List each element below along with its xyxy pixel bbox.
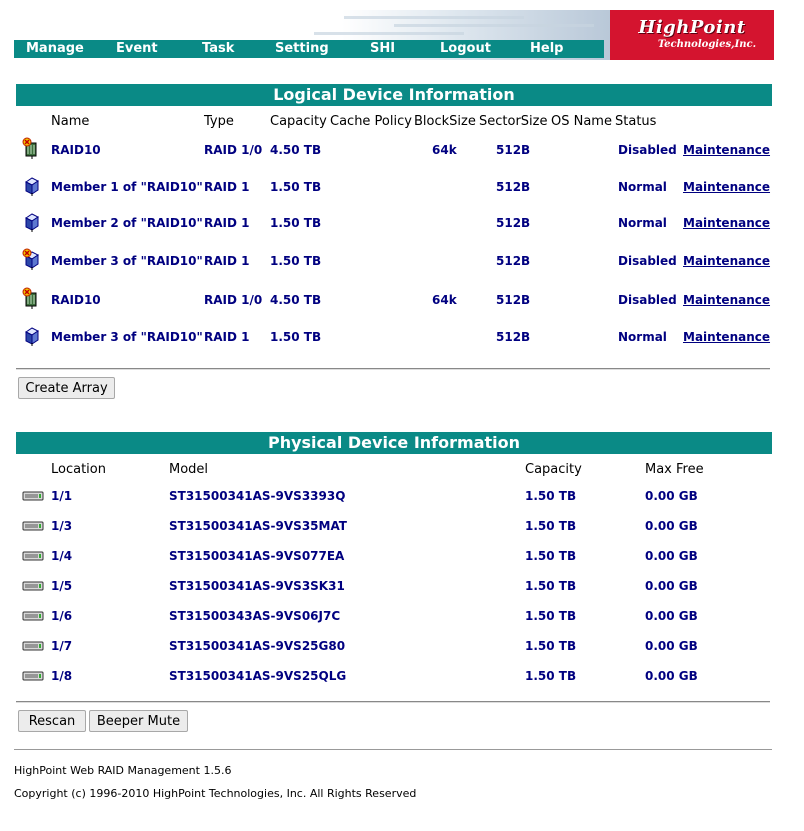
disk-capacity: 1.50 TB [525, 669, 577, 683]
hard-disk-icon [22, 670, 44, 682]
disk-model: ST31500341AS-9VS25QLG [169, 669, 347, 683]
disk-capacity: 1.50 TB [525, 579, 577, 593]
col-pd-capacity: Capacity [525, 462, 582, 477]
array-status: Normal [618, 180, 667, 194]
hard-disk-icon [22, 520, 44, 532]
header [14, 10, 774, 62]
nav-help[interactable]: Help [530, 41, 564, 56]
col-sectorsize: SectorSize [479, 114, 548, 129]
logo-brand: HighPoint [638, 17, 746, 38]
raid-array-warning-icon [22, 137, 42, 159]
array-name: Member 1 of "RAID10" [51, 180, 203, 194]
maintenance-link[interactable]: Maintenance [683, 293, 771, 307]
hard-disk-icon [22, 580, 44, 592]
array-status: Normal [618, 216, 667, 230]
array-type: RAID 1 [204, 180, 250, 194]
logical-section-title: Logical Device Information [16, 84, 772, 106]
divider [16, 701, 770, 703]
disk-model: ST31500341AS-9VS35MAT [169, 519, 347, 533]
disk-location: 1/5 [51, 579, 73, 593]
array-sectorsize: 512B [496, 330, 531, 344]
disk-location: 1/6 [51, 609, 73, 623]
col-name: Name [51, 114, 90, 129]
disk-max-free: 0.00 GB [645, 579, 698, 593]
array-sectorsize: 512B [496, 216, 531, 230]
raid-member-icon [22, 174, 42, 196]
array-blocksize: 64k [432, 293, 457, 307]
create-array-button[interactable]: Create Array [18, 377, 115, 399]
disk-capacity: 1.50 TB [525, 609, 577, 623]
raid-member-icon [22, 324, 42, 346]
col-cache-policy: Cache Policy [330, 114, 412, 129]
disk-model: ST31500341AS-9VS3SK31 [169, 579, 345, 593]
disk-max-free: 0.00 GB [645, 489, 698, 503]
footer-copyright: Copyright (c) 1996-2010 HighPoint Technologies, Inc. All Rights Reserved [14, 787, 417, 800]
physical-section-title: Physical Device Information [16, 432, 772, 454]
array-type: RAID 1 [204, 254, 250, 268]
array-status: Disabled [618, 293, 677, 307]
array-capacity: 4.50 TB [270, 143, 322, 157]
disk-model: ST31500341AS-9VS077EA [169, 549, 345, 563]
disk-location: 1/8 [51, 669, 73, 683]
array-sectorsize: 512B [496, 254, 531, 268]
maintenance-link[interactable]: Maintenance [683, 180, 771, 194]
disk-location: 1/4 [51, 549, 73, 563]
highpoint-logo [610, 10, 774, 60]
col-os-name: OS Name [551, 114, 612, 129]
disk-location: 1/7 [51, 639, 73, 653]
disk-max-free: 0.00 GB [645, 669, 698, 683]
disk-model: ST31500341AS-9VS25G80 [169, 639, 346, 653]
maintenance-link[interactable]: Maintenance [683, 254, 771, 268]
col-type: Type [204, 114, 234, 129]
array-capacity: 1.50 TB [270, 216, 322, 230]
col-blocksize: BlockSize [414, 114, 476, 129]
array-capacity: 1.50 TB [270, 180, 322, 194]
nav-logout[interactable]: Logout [440, 41, 491, 56]
nav-task[interactable]: Task [202, 41, 235, 56]
maintenance-link[interactable]: Maintenance [683, 216, 771, 230]
array-sectorsize: 512B [496, 180, 531, 194]
col-location: Location [51, 462, 106, 477]
disk-location: 1/1 [51, 489, 73, 503]
array-status: Normal [618, 330, 667, 344]
array-name: RAID10 [51, 143, 101, 157]
array-type: RAID 1 [204, 330, 250, 344]
disk-model: ST31500341AS-9VS3393Q [169, 489, 346, 503]
footer-divider [14, 749, 772, 750]
disk-max-free: 0.00 GB [645, 519, 698, 533]
array-name: RAID10 [51, 293, 101, 307]
array-capacity: 1.50 TB [270, 254, 322, 268]
disk-max-free: 0.00 GB [645, 609, 698, 623]
hard-disk-icon [22, 490, 44, 502]
hard-disk-icon [22, 550, 44, 562]
col-max-free: Max Free [645, 462, 704, 477]
array-type: RAID 1/0 [204, 293, 263, 307]
array-blocksize: 64k [432, 143, 457, 157]
maintenance-link[interactable]: Maintenance [683, 143, 771, 157]
nav-bar [14, 40, 604, 58]
nav-manage[interactable]: Manage [26, 41, 84, 56]
array-capacity: 4.50 TB [270, 293, 322, 307]
array-type: RAID 1 [204, 216, 250, 230]
hard-disk-icon [22, 640, 44, 652]
array-name: Member 2 of "RAID10" [51, 216, 203, 230]
col-status: Status [615, 114, 657, 129]
disk-capacity: 1.50 TB [525, 549, 577, 563]
array-type: RAID 1/0 [204, 143, 263, 157]
beeper-mute-button[interactable]: Beeper Mute [89, 710, 188, 732]
nav-setting[interactable]: Setting [275, 41, 329, 56]
nav-event[interactable]: Event [116, 41, 158, 56]
logo-company: Technologies,Inc. [657, 39, 757, 50]
array-name: Member 3 of "RAID10" [51, 330, 203, 344]
rescan-button[interactable]: Rescan [18, 710, 86, 732]
footer-version: HighPoint Web RAID Management 1.5.6 [14, 764, 232, 777]
array-capacity: 1.50 TB [270, 330, 322, 344]
array-name: Member 3 of "RAID10" [51, 254, 203, 268]
array-sectorsize: 512B [496, 143, 531, 157]
disk-capacity: 1.50 TB [525, 489, 577, 503]
disk-location: 1/3 [51, 519, 73, 533]
raid-member-warning-icon [22, 248, 42, 270]
maintenance-link[interactable]: Maintenance [683, 330, 771, 344]
disk-max-free: 0.00 GB [645, 639, 698, 653]
nav-shi[interactable]: SHI [370, 41, 396, 56]
disk-capacity: 1.50 TB [525, 519, 577, 533]
raid-array-warning-icon [22, 287, 42, 309]
raid-member-icon [22, 210, 42, 232]
divider [16, 368, 770, 370]
array-status: Disabled [618, 143, 677, 157]
col-capacity: Capacity [270, 114, 327, 129]
array-sectorsize: 512B [496, 293, 531, 307]
array-status: Disabled [618, 254, 677, 268]
disk-max-free: 0.00 GB [645, 549, 698, 563]
col-model: Model [169, 462, 209, 477]
hard-disk-icon [22, 610, 44, 622]
disk-model: ST31500343AS-9VS06J7C [169, 609, 341, 623]
disk-capacity: 1.50 TB [525, 639, 577, 653]
